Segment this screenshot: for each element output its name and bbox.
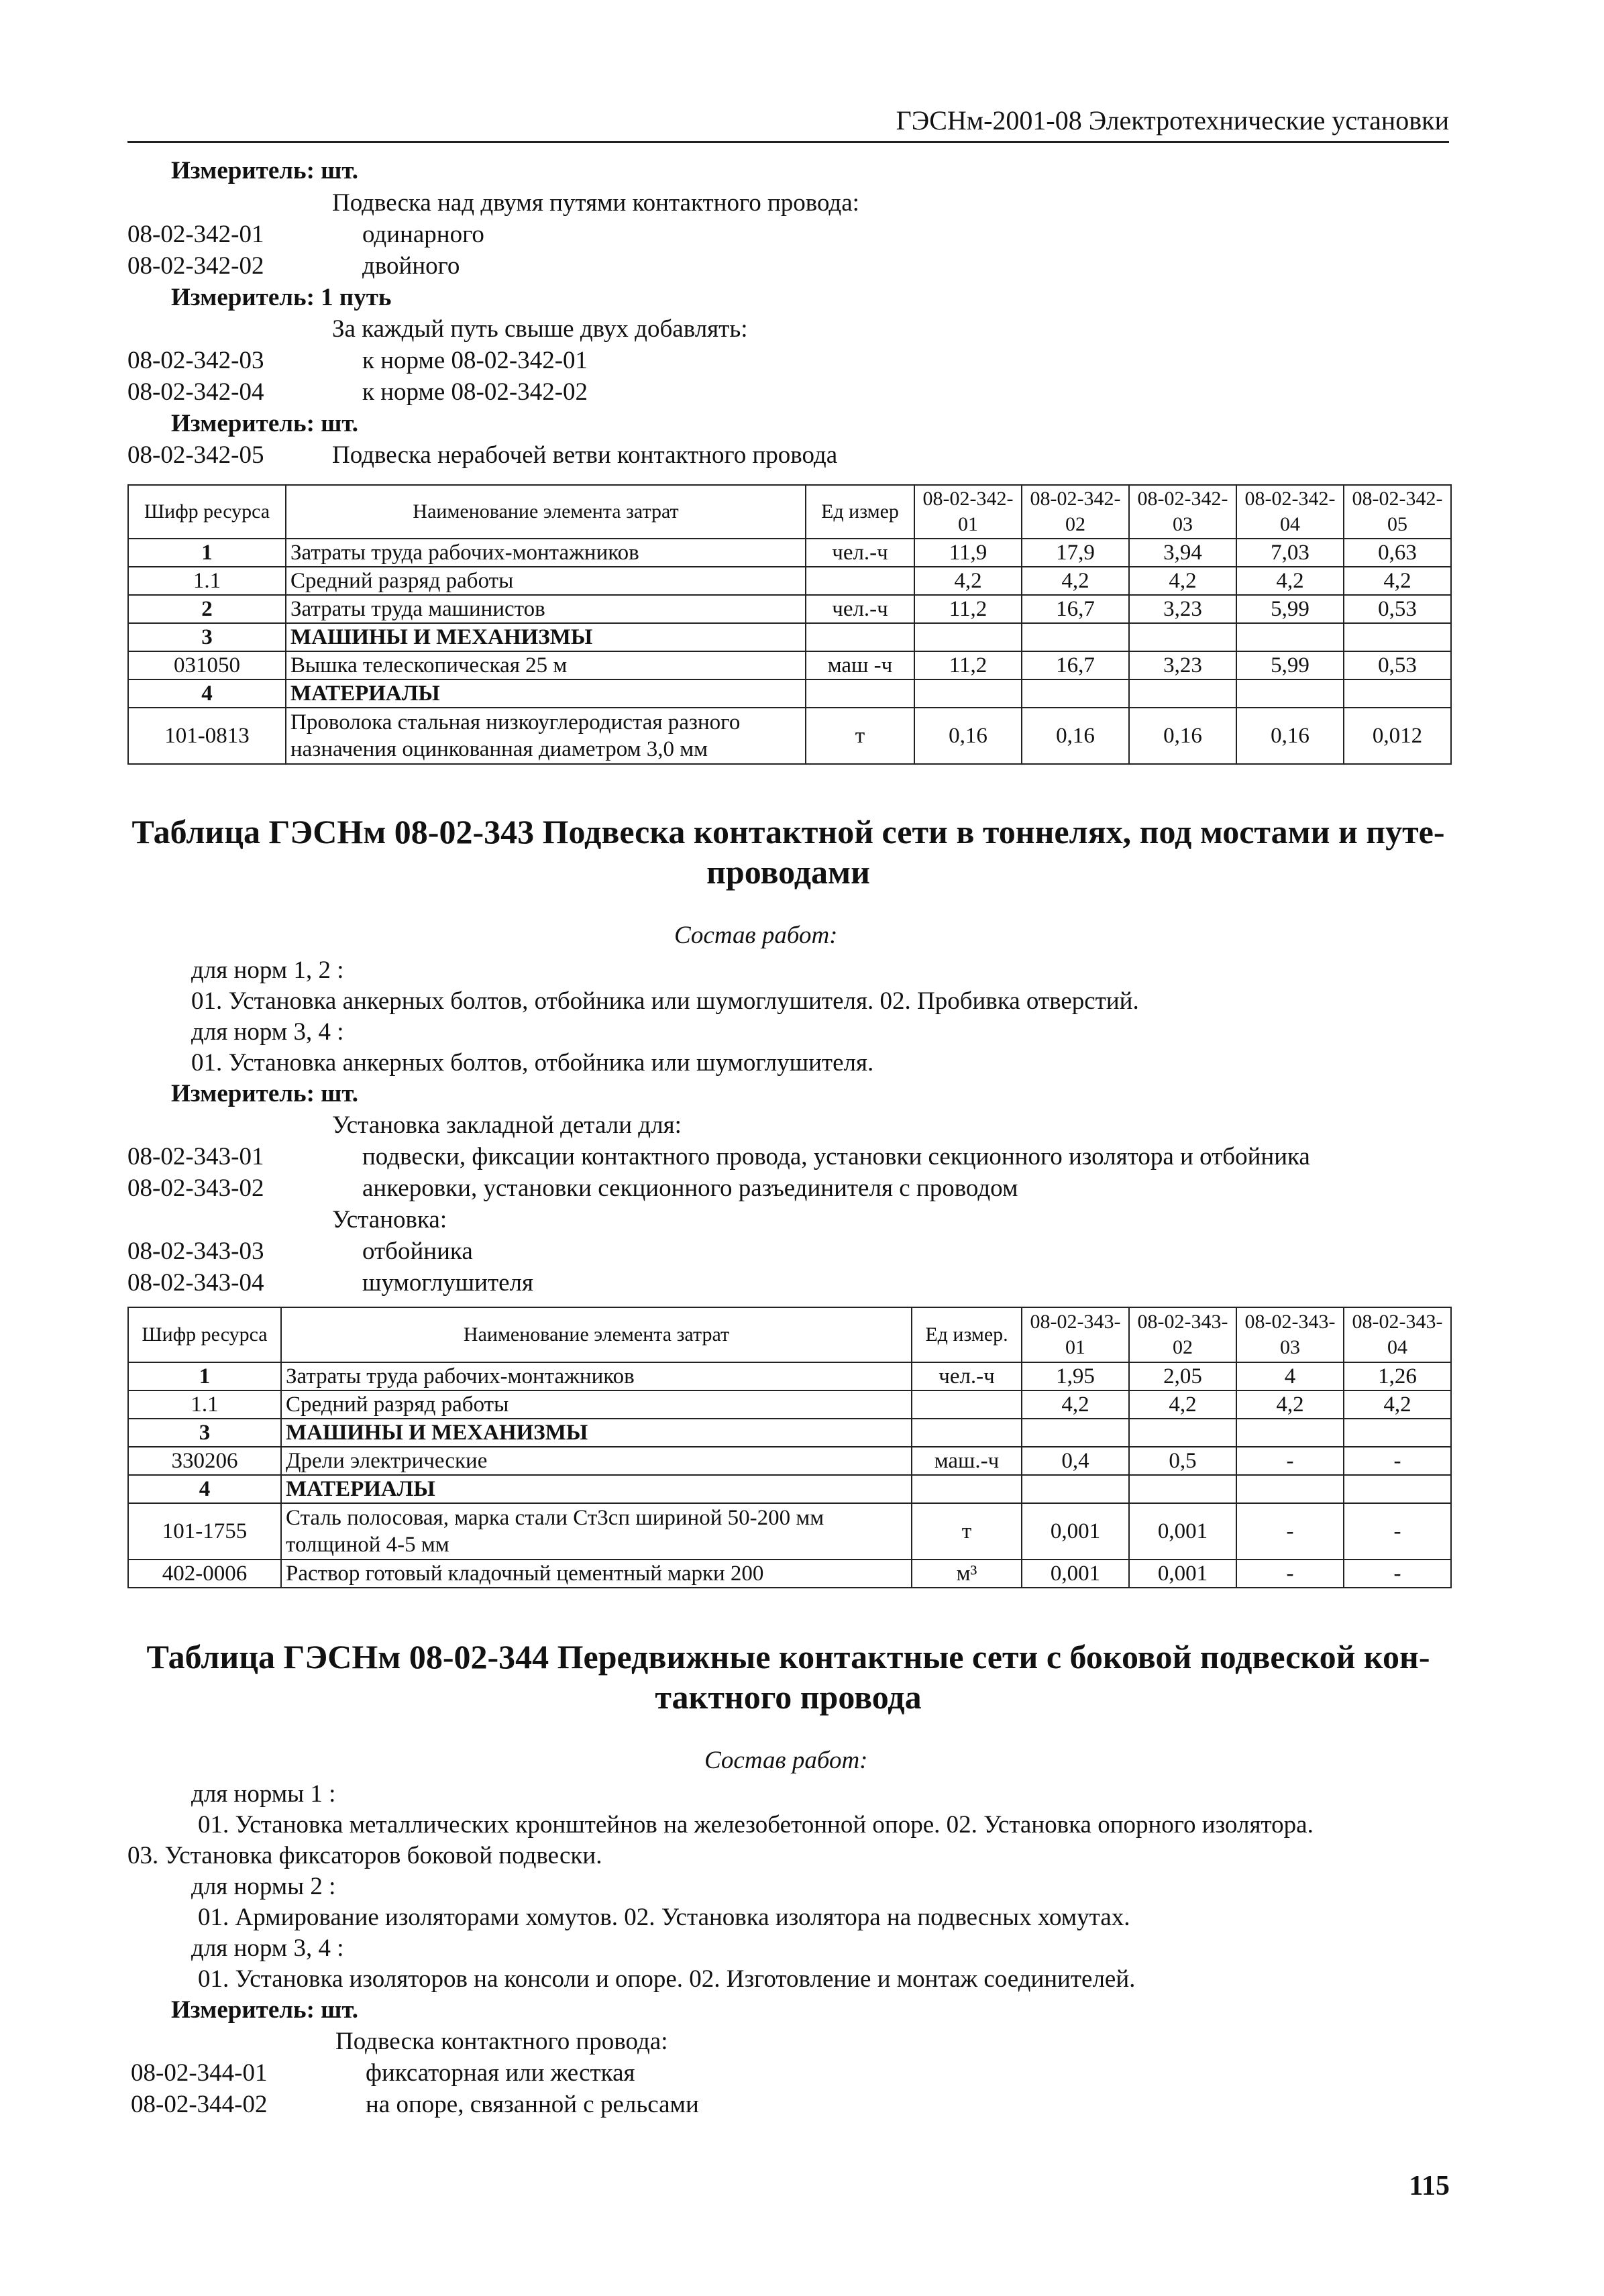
norm-code: 08-02-344-01 <box>131 2059 268 2087</box>
row-unit <box>806 679 914 708</box>
row-value: 0,16 <box>1236 708 1344 764</box>
row-value: 0,16 <box>1022 708 1129 764</box>
row-code: 330206 <box>128 1447 281 1475</box>
row-value: 4,2 <box>1236 567 1344 595</box>
norm-code: 08-02-344-02 <box>131 2091 268 2118</box>
row-value <box>1344 679 1451 708</box>
row-value <box>1236 623 1344 651</box>
running-header <box>127 101 1449 143</box>
row-value <box>1022 623 1129 651</box>
header-name: Наименование элемента затрат <box>281 1307 912 1362</box>
table-row <box>128 1419 1451 1447</box>
row-unit: м³ <box>912 1560 1022 1588</box>
row-name: МАТЕРИАЛЫ <box>286 679 806 708</box>
row-value <box>1022 1419 1129 1447</box>
row-code: 3 <box>128 623 286 651</box>
header-code: Шифр ресурса <box>128 1307 281 1362</box>
row-value <box>1129 679 1236 708</box>
table-row <box>128 1447 1451 1475</box>
meter-label: Измеритель: шт. <box>171 1996 359 2024</box>
row-name: Затраты труда рабочих-монтажников <box>286 539 806 567</box>
row-value: 0,16 <box>914 708 1022 764</box>
norm-text: двойного <box>362 252 460 280</box>
works-line: 01. Установка анкерных болтов, отбойника или шумоглушителя. 02. Пробивка отверстий. <box>191 987 1139 1015</box>
row-value <box>1236 679 1344 708</box>
table-title: Таблица ГЭСНм 08-02-343 Подвеска контактной сети в тоннелях, под мостами и путе- <box>131 813 1445 851</box>
row-value: 0,63 <box>1344 539 1451 567</box>
row-code: 4 <box>128 679 286 708</box>
row-value: 3,23 <box>1129 651 1236 679</box>
row-name: Затраты труда машинистов <box>286 595 806 623</box>
row-unit: чел.-ч <box>806 595 914 623</box>
row-name: МАШИНЫ И МЕХАНИЗМЫ <box>286 623 806 651</box>
row-unit: т <box>912 1503 1022 1560</box>
table-row <box>128 539 1451 567</box>
row-value: 4,2 <box>1022 567 1129 595</box>
works-line: 01. Установка анкерных болтов, отбойника или шумоглушителя. <box>191 1049 874 1077</box>
row-value: 11,2 <box>914 595 1022 623</box>
table-row <box>128 595 1451 623</box>
meter-label: Измеритель: 1 путь <box>171 284 392 311</box>
row-value: 0,001 <box>1129 1560 1236 1588</box>
row-code: 1 <box>128 1362 281 1390</box>
row-value: - <box>1236 1560 1344 1588</box>
row-value: 5,99 <box>1236 651 1344 679</box>
norm-text: Подвеска нерабочей ветви контактного провода <box>332 441 838 469</box>
table-title: Таблица ГЭСНм 08-02-344 Передвижные контактные сети с боковой подвеской кон- <box>146 1638 1430 1676</box>
row-value <box>1129 1419 1236 1447</box>
row-value <box>1236 1419 1344 1447</box>
row-unit: маш.-ч <box>912 1447 1022 1475</box>
row-name: МАТЕРИАЛЫ <box>281 1475 912 1503</box>
row-unit: чел.-ч <box>806 539 914 567</box>
row-value: 3,23 <box>1129 595 1236 623</box>
norm-text: отбойника <box>362 1238 473 1265</box>
row-value <box>1344 623 1451 651</box>
norm-code: 08-02-342-03 <box>127 347 264 374</box>
row-value: 4,2 <box>1344 567 1451 595</box>
table-row <box>128 708 1451 764</box>
norm-group-intro: За каждый путь свыше двух добавлять: <box>332 315 748 343</box>
row-value: 5,99 <box>1236 595 1344 623</box>
norm-group-intro: Подвеска над двумя путями контактного провода: <box>332 189 859 217</box>
row-value: 11,9 <box>914 539 1022 567</box>
table-title: тактного провода <box>655 1678 922 1716</box>
norm-text: одинарного <box>362 221 484 248</box>
row-name: Средний разряд работы <box>286 567 806 595</box>
table-row <box>128 567 1451 595</box>
norm-code: 08-02-343-02 <box>127 1174 264 1202</box>
row-value: 0,16 <box>1129 708 1236 764</box>
row-code: 4 <box>128 1475 281 1503</box>
row-value: 0,012 <box>1344 708 1451 764</box>
row-value <box>1022 679 1129 708</box>
table-row <box>128 651 1451 679</box>
row-value: 4,2 <box>1344 1390 1451 1419</box>
row-value <box>1344 1419 1451 1447</box>
table-row <box>128 679 1451 708</box>
row-name: МАШИНЫ И МЕХАНИЗМЫ <box>281 1419 912 1447</box>
works-line: 03. Установка фиксаторов боковой подвески. <box>127 1842 602 1869</box>
row-value: 11,2 <box>914 651 1022 679</box>
works-line: для норм 3, 4 : <box>191 1934 344 1962</box>
row-value: 4 <box>1236 1362 1344 1390</box>
table-row <box>128 1475 1451 1503</box>
row-name: Сталь полосовая, марка стали Ст3сп шириной 50-200 мм толщиной 4-5 мм <box>281 1503 912 1560</box>
works-title: Состав работ: <box>704 1747 868 1774</box>
norm-code: 08-02-343-04 <box>127 1269 264 1297</box>
row-value: 4,2 <box>1022 1390 1129 1419</box>
norm-group-intro: Подвеска контактного провода: <box>335 2028 668 2055</box>
header-code: Шифр ресурса <box>128 485 286 539</box>
row-code: 402-0006 <box>128 1560 281 1588</box>
header-norm: 08-02-342-01 <box>914 485 1022 539</box>
row-value: 0,001 <box>1129 1503 1236 1560</box>
row-value: 0,4 <box>1022 1447 1129 1475</box>
row-value: - <box>1344 1560 1451 1588</box>
header-norm: 08-02-343-01 <box>1022 1307 1129 1362</box>
norm-group-intro: Установка закладной детали для: <box>332 1111 682 1139</box>
works-line: 01. Установка металлических кронштейнов на железобетонной опоре. 02. Установка опорного изолятора. <box>198 1811 1314 1839</box>
row-value: - <box>1236 1503 1344 1560</box>
norm-code: 08-02-343-01 <box>127 1143 264 1170</box>
norm-group-intro: Установка: <box>332 1206 447 1234</box>
row-value: 7,03 <box>1236 539 1344 567</box>
header-norm: 08-02-342-03 <box>1129 485 1236 539</box>
row-code: 101-1755 <box>128 1503 281 1560</box>
row-value: - <box>1344 1447 1451 1475</box>
header-norm: 08-02-342-02 <box>1022 485 1129 539</box>
row-value <box>1129 623 1236 651</box>
norm-text: фиксаторная или жесткая <box>366 2059 635 2087</box>
header-norm: 08-02-342-04 <box>1236 485 1344 539</box>
norm-code: 08-02-342-01 <box>127 221 264 248</box>
row-value: 0,5 <box>1129 1447 1236 1475</box>
row-code: 101-0813 <box>128 708 286 764</box>
works-line: для норм 3, 4 : <box>191 1018 344 1046</box>
norm-code: 08-02-343-03 <box>127 1238 264 1265</box>
works-line: 01. Армирование изоляторами хомутов. 02. Установка изолятора на подвесных хомутах. <box>198 1904 1130 1931</box>
row-value: - <box>1236 1447 1344 1475</box>
row-name: Вышка телескопическая 25 м <box>286 651 806 679</box>
row-value <box>914 679 1022 708</box>
resource-table-342 <box>127 484 1452 765</box>
table-row <box>128 1390 1451 1419</box>
row-value <box>1236 1475 1344 1503</box>
row-value: 4,2 <box>1129 567 1236 595</box>
row-value: 4,2 <box>1129 1390 1236 1419</box>
meter-label: Измеритель: шт. <box>171 1080 359 1107</box>
meter-label: Измеритель: шт. <box>171 410 359 437</box>
norm-text: шумоглушителя <box>362 1269 534 1297</box>
row-value: 16,7 <box>1022 595 1129 623</box>
row-value: 4,2 <box>914 567 1022 595</box>
row-value <box>1022 1475 1129 1503</box>
norm-text: к норме 08-02-342-01 <box>362 347 588 374</box>
row-unit <box>912 1419 1022 1447</box>
row-unit <box>806 567 914 595</box>
norm-text: на опоре, связанной с рельсами <box>366 2091 699 2118</box>
row-unit: чел.-ч <box>912 1362 1022 1390</box>
works-line: для нормы 1 : <box>191 1780 336 1808</box>
row-value <box>914 623 1022 651</box>
works-line: для нормы 2 : <box>191 1873 336 1900</box>
row-value: 16,7 <box>1022 651 1129 679</box>
row-unit <box>912 1390 1022 1419</box>
row-value: - <box>1344 1503 1451 1560</box>
row-unit: маш -ч <box>806 651 914 679</box>
row-name: Затраты труда рабочих-монтажников <box>281 1362 912 1390</box>
table-row <box>128 1362 1451 1390</box>
row-value <box>1129 1475 1236 1503</box>
row-value: 1,26 <box>1344 1362 1451 1390</box>
works-line: 01. Установка изоляторов на консоли и опоре. 02. Изготовление и монтаж соединителей. <box>198 1965 1136 1993</box>
row-code: 3 <box>128 1419 281 1447</box>
table-row <box>128 1503 1451 1560</box>
header-unit: Ед измер. <box>912 1307 1022 1362</box>
row-name: Средний разряд работы <box>281 1390 912 1419</box>
meter-label: Измеритель: шт. <box>171 157 359 184</box>
row-value: 17,9 <box>1022 539 1129 567</box>
row-value: 3,94 <box>1129 539 1236 567</box>
row-value: 4,2 <box>1236 1390 1344 1419</box>
row-code: 1 <box>128 539 286 567</box>
works-line: для норм 1, 2 : <box>191 956 344 984</box>
table-row <box>128 1560 1451 1588</box>
header-title: ГЭСНм-2001-08 Электротехнические установки <box>896 105 1449 135</box>
header-norm: 08-02-343-03 <box>1236 1307 1344 1362</box>
row-unit <box>806 623 914 651</box>
header-norm: 08-02-343-02 <box>1129 1307 1236 1362</box>
header-unit: Ед измер <box>806 485 914 539</box>
norm-code: 08-02-342-02 <box>127 252 264 280</box>
row-code: 2 <box>128 595 286 623</box>
works-title: Состав работ: <box>674 922 838 949</box>
row-name: Раствор готовый кладочный цементный марки 200 <box>281 1560 912 1588</box>
header-norm: 08-02-343-04 <box>1344 1307 1451 1362</box>
row-value: 2,05 <box>1129 1362 1236 1390</box>
row-code: 1.1 <box>128 1390 281 1419</box>
row-value: 0,001 <box>1022 1560 1129 1588</box>
row-code: 031050 <box>128 651 286 679</box>
row-value: 0,001 <box>1022 1503 1129 1560</box>
row-unit <box>912 1475 1022 1503</box>
row-value: 0,53 <box>1344 651 1451 679</box>
header-name: Наименование элемента затрат <box>286 485 806 539</box>
header-norm: 08-02-342-05 <box>1344 485 1451 539</box>
norm-code: 08-02-342-04 <box>127 378 264 406</box>
row-code: 1.1 <box>128 567 286 595</box>
row-value: 1,95 <box>1022 1362 1129 1390</box>
norm-text: к норме 08-02-342-02 <box>362 378 588 406</box>
norm-text: подвески, фиксации контактного провода, установки секционного изолятора и отбойника <box>362 1143 1310 1170</box>
table-title: проводами <box>706 853 870 891</box>
row-value <box>1344 1475 1451 1503</box>
norm-code: 08-02-342-05 <box>127 441 264 469</box>
resource-table-343 <box>127 1307 1452 1588</box>
row-value: 0,53 <box>1344 595 1451 623</box>
row-name: Проволока стальная низкоуглеродистая разного назначения оцинкованная диаметром 3,0 мм <box>286 708 806 764</box>
row-name: Дрели электрические <box>281 1447 912 1475</box>
row-unit: т <box>806 708 914 764</box>
norm-text: анкеровки, установки секционного разъединителя с проводом <box>362 1174 1018 1202</box>
page-number: 115 <box>1409 2171 1450 2201</box>
table-row <box>128 623 1451 651</box>
